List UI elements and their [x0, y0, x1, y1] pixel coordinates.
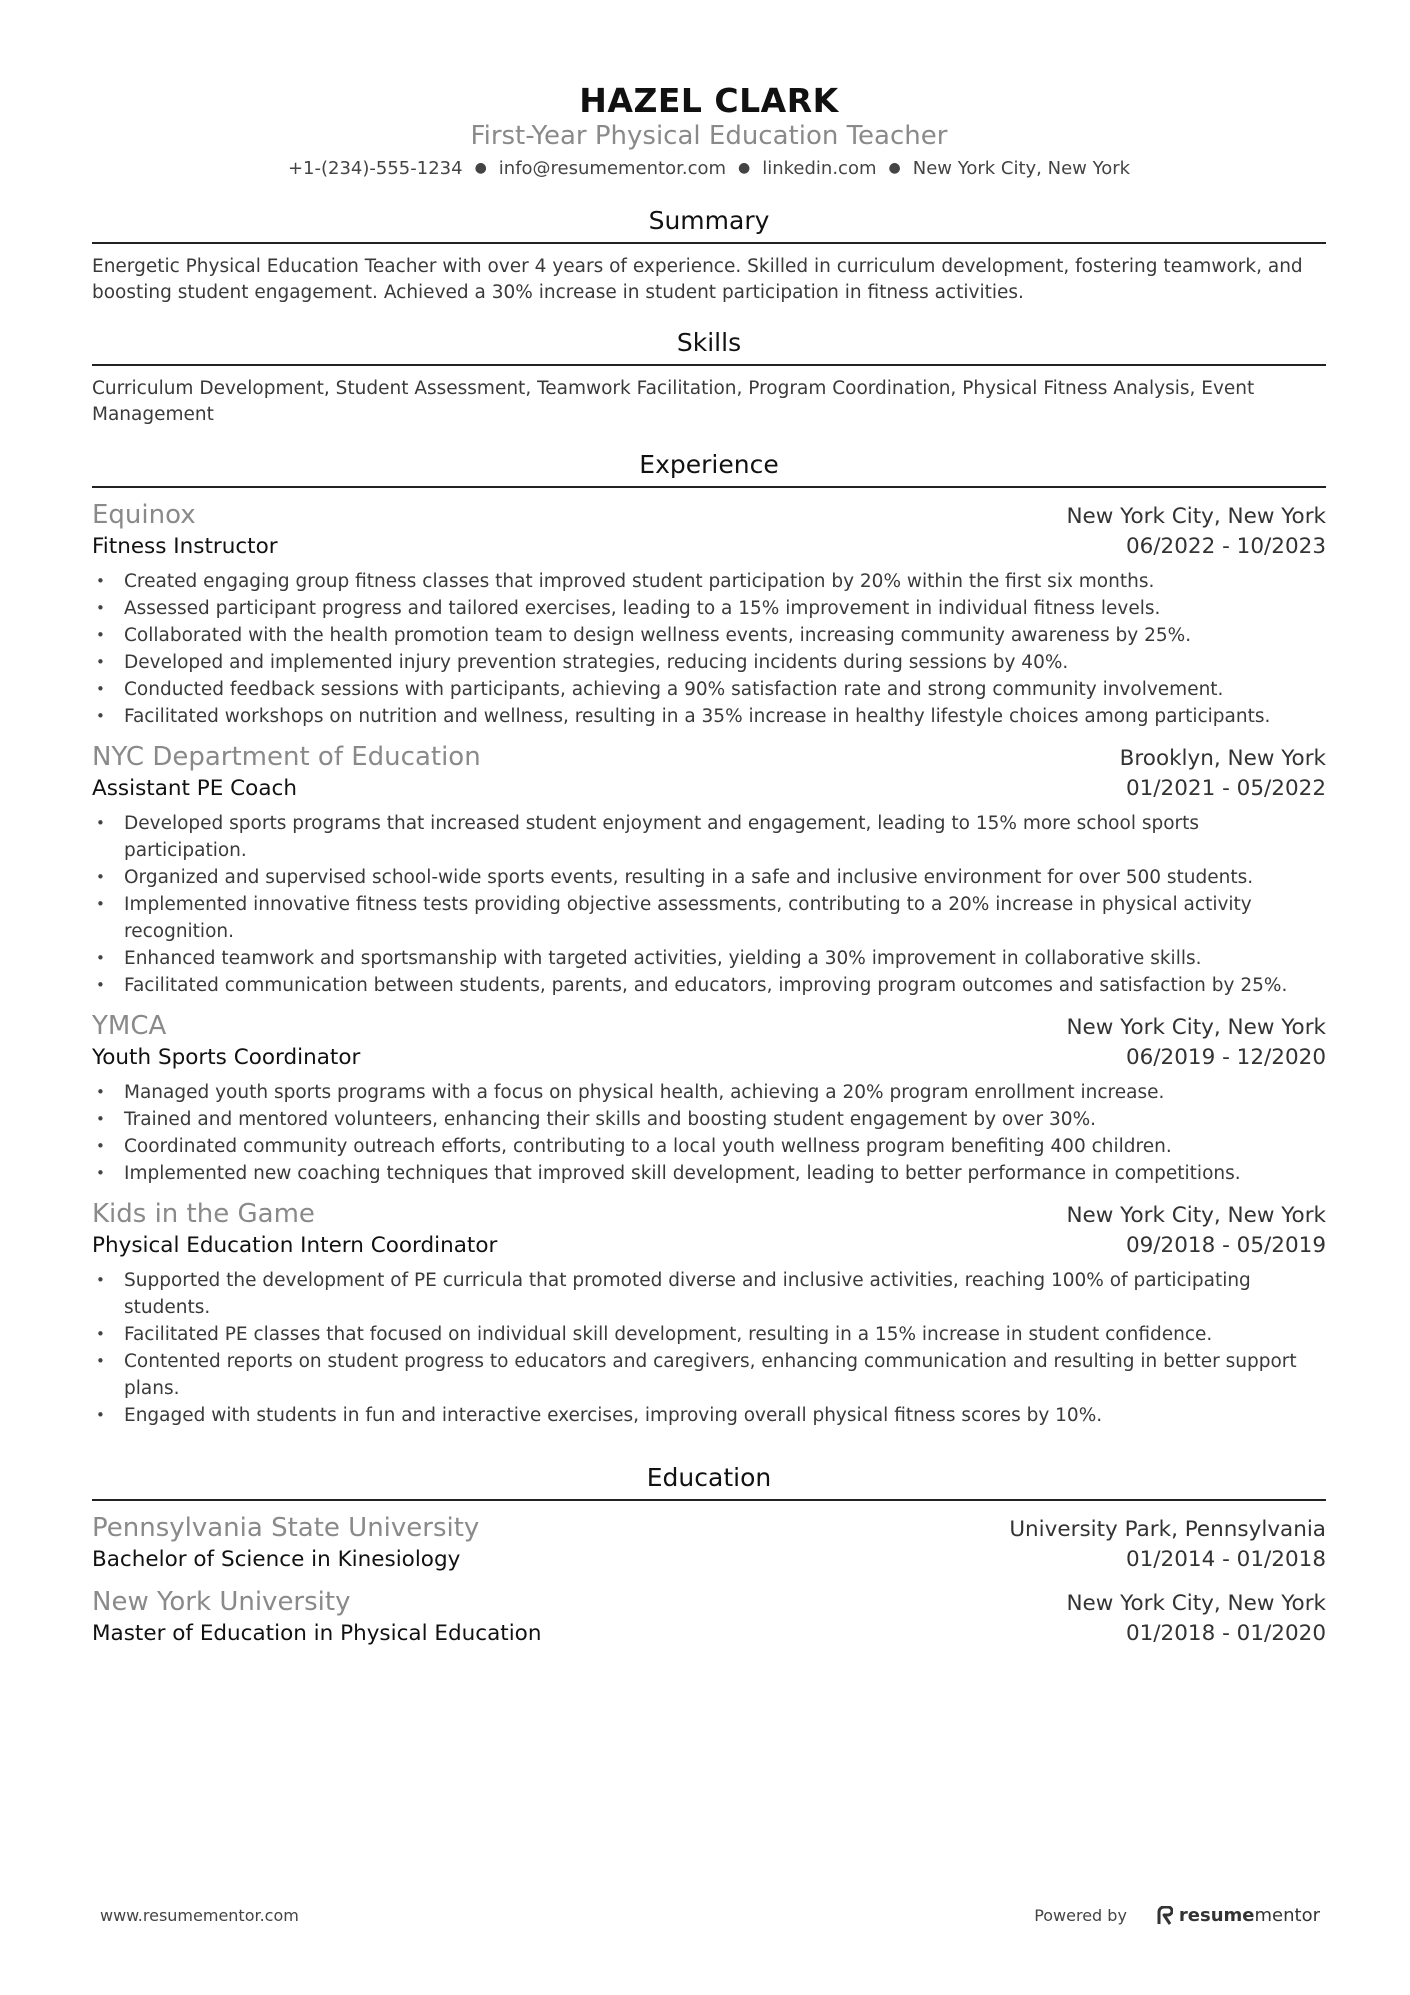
achievement-item: • Assessed participant progress and tailored exercises, leading to a 15% improvement in individual fitness levels.	[92, 595, 1326, 622]
achievement-list	[92, 568, 1326, 730]
education-heading: Education	[92, 1463, 1326, 1501]
entry-degree-row	[92, 1545, 1326, 1575]
education-dates: 01/2014 - 01/2018	[1125, 1547, 1326, 1572]
entry-role-row	[92, 774, 1326, 804]
brand-area	[1034, 1905, 1320, 1926]
achievement-item: • Enhanced teamwork and sportsmanship with targeted activities, yielding a 30% improvement in collaborative skills.	[92, 945, 1326, 972]
achievement-list	[92, 1079, 1326, 1187]
degree: Master of Education in Physical Education	[92, 1621, 542, 1646]
achievement-item: • Facilitated workshops on nutrition and wellness, resulting in a 35% increase in healthy lifestyle choices among participants.	[92, 703, 1326, 730]
experience-entry	[92, 1197, 1326, 1429]
entry-role-row	[92, 1231, 1326, 1261]
resume-page	[92, 0, 1326, 1649]
achievement-item: • Facilitated PE classes that focused on individual skill development, resulting in a 15% increase in student confidence.	[92, 1321, 1326, 1348]
achievement-item: • Conducted feedback sessions with participants, achieving a 90% satisfaction rate and strong community involvement.	[92, 676, 1326, 703]
experience-entry	[92, 740, 1326, 999]
candidate-title: First-Year Physical Education Teacher	[470, 121, 948, 151]
separator-dot: ●	[888, 160, 901, 176]
job-dates: 09/2018 - 05/2019	[1125, 1233, 1326, 1258]
employer-location: Brooklyn, New York	[1119, 746, 1326, 771]
logo-mark-icon	[1157, 1906, 1173, 1926]
education-list	[92, 1511, 1326, 1649]
degree: Bachelor of Science in Kinesiology	[92, 1547, 461, 1572]
entry-header-row	[92, 1585, 1326, 1619]
experience-list	[92, 498, 1326, 1429]
employer-location: New York City, New York	[1066, 1203, 1326, 1228]
achievement-item: • Implemented innovative fitness tests providing objective assessments, contributing to a 20% increase in physical activity recognition.	[92, 891, 1326, 945]
logo-text-thin: mentor	[1254, 1905, 1320, 1926]
achievement-item: • Developed and implemented injury prevention strategies, reducing incidents during sessions by 40%.	[92, 649, 1326, 676]
separator-dot: ●	[474, 160, 487, 176]
achievement-item: • Trained and mentored volunteers, enhancing their skills and boosting student engagement by over 30%.	[92, 1106, 1326, 1133]
entry-header-row	[92, 740, 1326, 774]
achievement-item: • Coordinated community outreach efforts, contributing to a local youth wellness program benefiting 400 children.	[92, 1133, 1326, 1160]
candidate-name: HAZEL CLARK	[579, 81, 839, 120]
entry-header-row	[92, 1197, 1326, 1231]
achievement-item: • Organized and supervised school-wide sports events, resulting in a safe and inclusive environment for over 500 students.	[92, 864, 1326, 891]
employer-name: YMCA	[92, 1011, 167, 1041]
achievement-item: • Created engaging group fitness classes that improved student participation by 20% within the first six months.	[92, 568, 1326, 595]
logo-text-bold: resume	[1178, 1905, 1255, 1926]
powered-by-label: Powered by	[1034, 1906, 1127, 1925]
resumementor-logo[interactable]	[1157, 1905, 1320, 1926]
experience-heading: Experience	[92, 450, 1326, 488]
job-title: Youth Sports Coordinator	[92, 1045, 361, 1070]
entry-header-row	[92, 1009, 1326, 1043]
skills-text: Curriculum Development, Student Assessment, Teamwork Facilitation, Program Coordination, Physical Fitness Analysis, Event Management	[92, 378, 1255, 425]
job-title: Assistant PE Coach	[92, 776, 297, 801]
school-name: New York University	[92, 1587, 351, 1617]
school-location: New York City, New York	[1066, 1591, 1326, 1616]
achievement-item: • Managed youth sports programs with a focus on physical health, achieving a 20% program enrollment increase.	[92, 1079, 1326, 1106]
job-dates: 06/2019 - 12/2020	[1125, 1045, 1326, 1070]
entry-header-row	[92, 1511, 1326, 1545]
employer-location: New York City, New York	[1066, 504, 1326, 529]
achievement-list	[92, 1267, 1326, 1429]
entry-degree-row	[92, 1619, 1326, 1649]
education-entry	[92, 1585, 1326, 1649]
linkedin[interactable]: linkedin.com	[762, 158, 877, 179]
summary-heading: Summary	[92, 206, 1326, 244]
achievement-list	[92, 810, 1326, 999]
achievement-item: • Engaged with students in fun and interactive exercises, improving overall physical fitness scores by 10%.	[92, 1402, 1326, 1429]
experience-entry	[92, 1009, 1326, 1187]
achievement-item: • Facilitated communication between students, parents, and educators, improving program outcomes and satisfaction by 25%.	[92, 972, 1326, 999]
email[interactable]: info@resumementor.com	[498, 158, 727, 179]
employer-name: Equinox	[92, 500, 196, 530]
employer-name: NYC Department of Education	[92, 742, 481, 772]
school-location: University Park, Pennsylvania	[1009, 1517, 1326, 1542]
footer-website[interactable]: www.resumementor.com	[100, 1906, 299, 1925]
contact-line	[92, 155, 1326, 182]
education-dates: 01/2018 - 01/2020	[1125, 1621, 1326, 1646]
education-entry	[92, 1511, 1326, 1575]
skills-heading: Skills	[92, 328, 1326, 366]
employer-location: New York City, New York	[1066, 1015, 1326, 1040]
school-name: Pennsylvania State University	[92, 1513, 480, 1543]
job-title: Fitness Instructor	[92, 534, 278, 559]
achievement-item: • Developed sports programs that increased student enjoyment and engagement, leading to 15% more school sports participation.	[92, 810, 1326, 864]
summary-text: Energetic Physical Education Teacher with over 4 years of experience. Skilled in curriculum development, fostering teamwork, and boosting student engagement. Achieved a 30% increase in student participation in fitness activities.	[92, 256, 1303, 303]
entry-role-row	[92, 532, 1326, 562]
employer-name: Kids in the Game	[92, 1199, 315, 1229]
separator-dot: ●	[738, 160, 751, 176]
job-title: Physical Education Intern Coordinator	[92, 1233, 498, 1258]
achievement-item: • Contented reports on student progress to educators and caregivers, enhancing communication and resulting in better support plans.	[92, 1348, 1326, 1402]
achievement-item: • Collaborated with the health promotion team to design wellness events, increasing community awareness by 25%.	[92, 622, 1326, 649]
entry-role-row	[92, 1043, 1326, 1073]
location: New York City, New York	[912, 158, 1131, 179]
job-dates: 01/2021 - 05/2022	[1125, 776, 1326, 801]
footer	[100, 1905, 1320, 1926]
achievement-item: • Implemented new coaching techniques that improved skill development, leading to better performance in competitions.	[92, 1160, 1326, 1187]
entry-header-row	[92, 498, 1326, 532]
job-dates: 06/2022 - 10/2023	[1125, 534, 1326, 559]
experience-entry	[92, 498, 1326, 730]
achievement-item: • Supported the development of PE curricula that promoted diverse and inclusive activities, reaching 100% of participating students.	[92, 1267, 1326, 1321]
phone: +1-(234)-555-1234	[287, 158, 463, 179]
